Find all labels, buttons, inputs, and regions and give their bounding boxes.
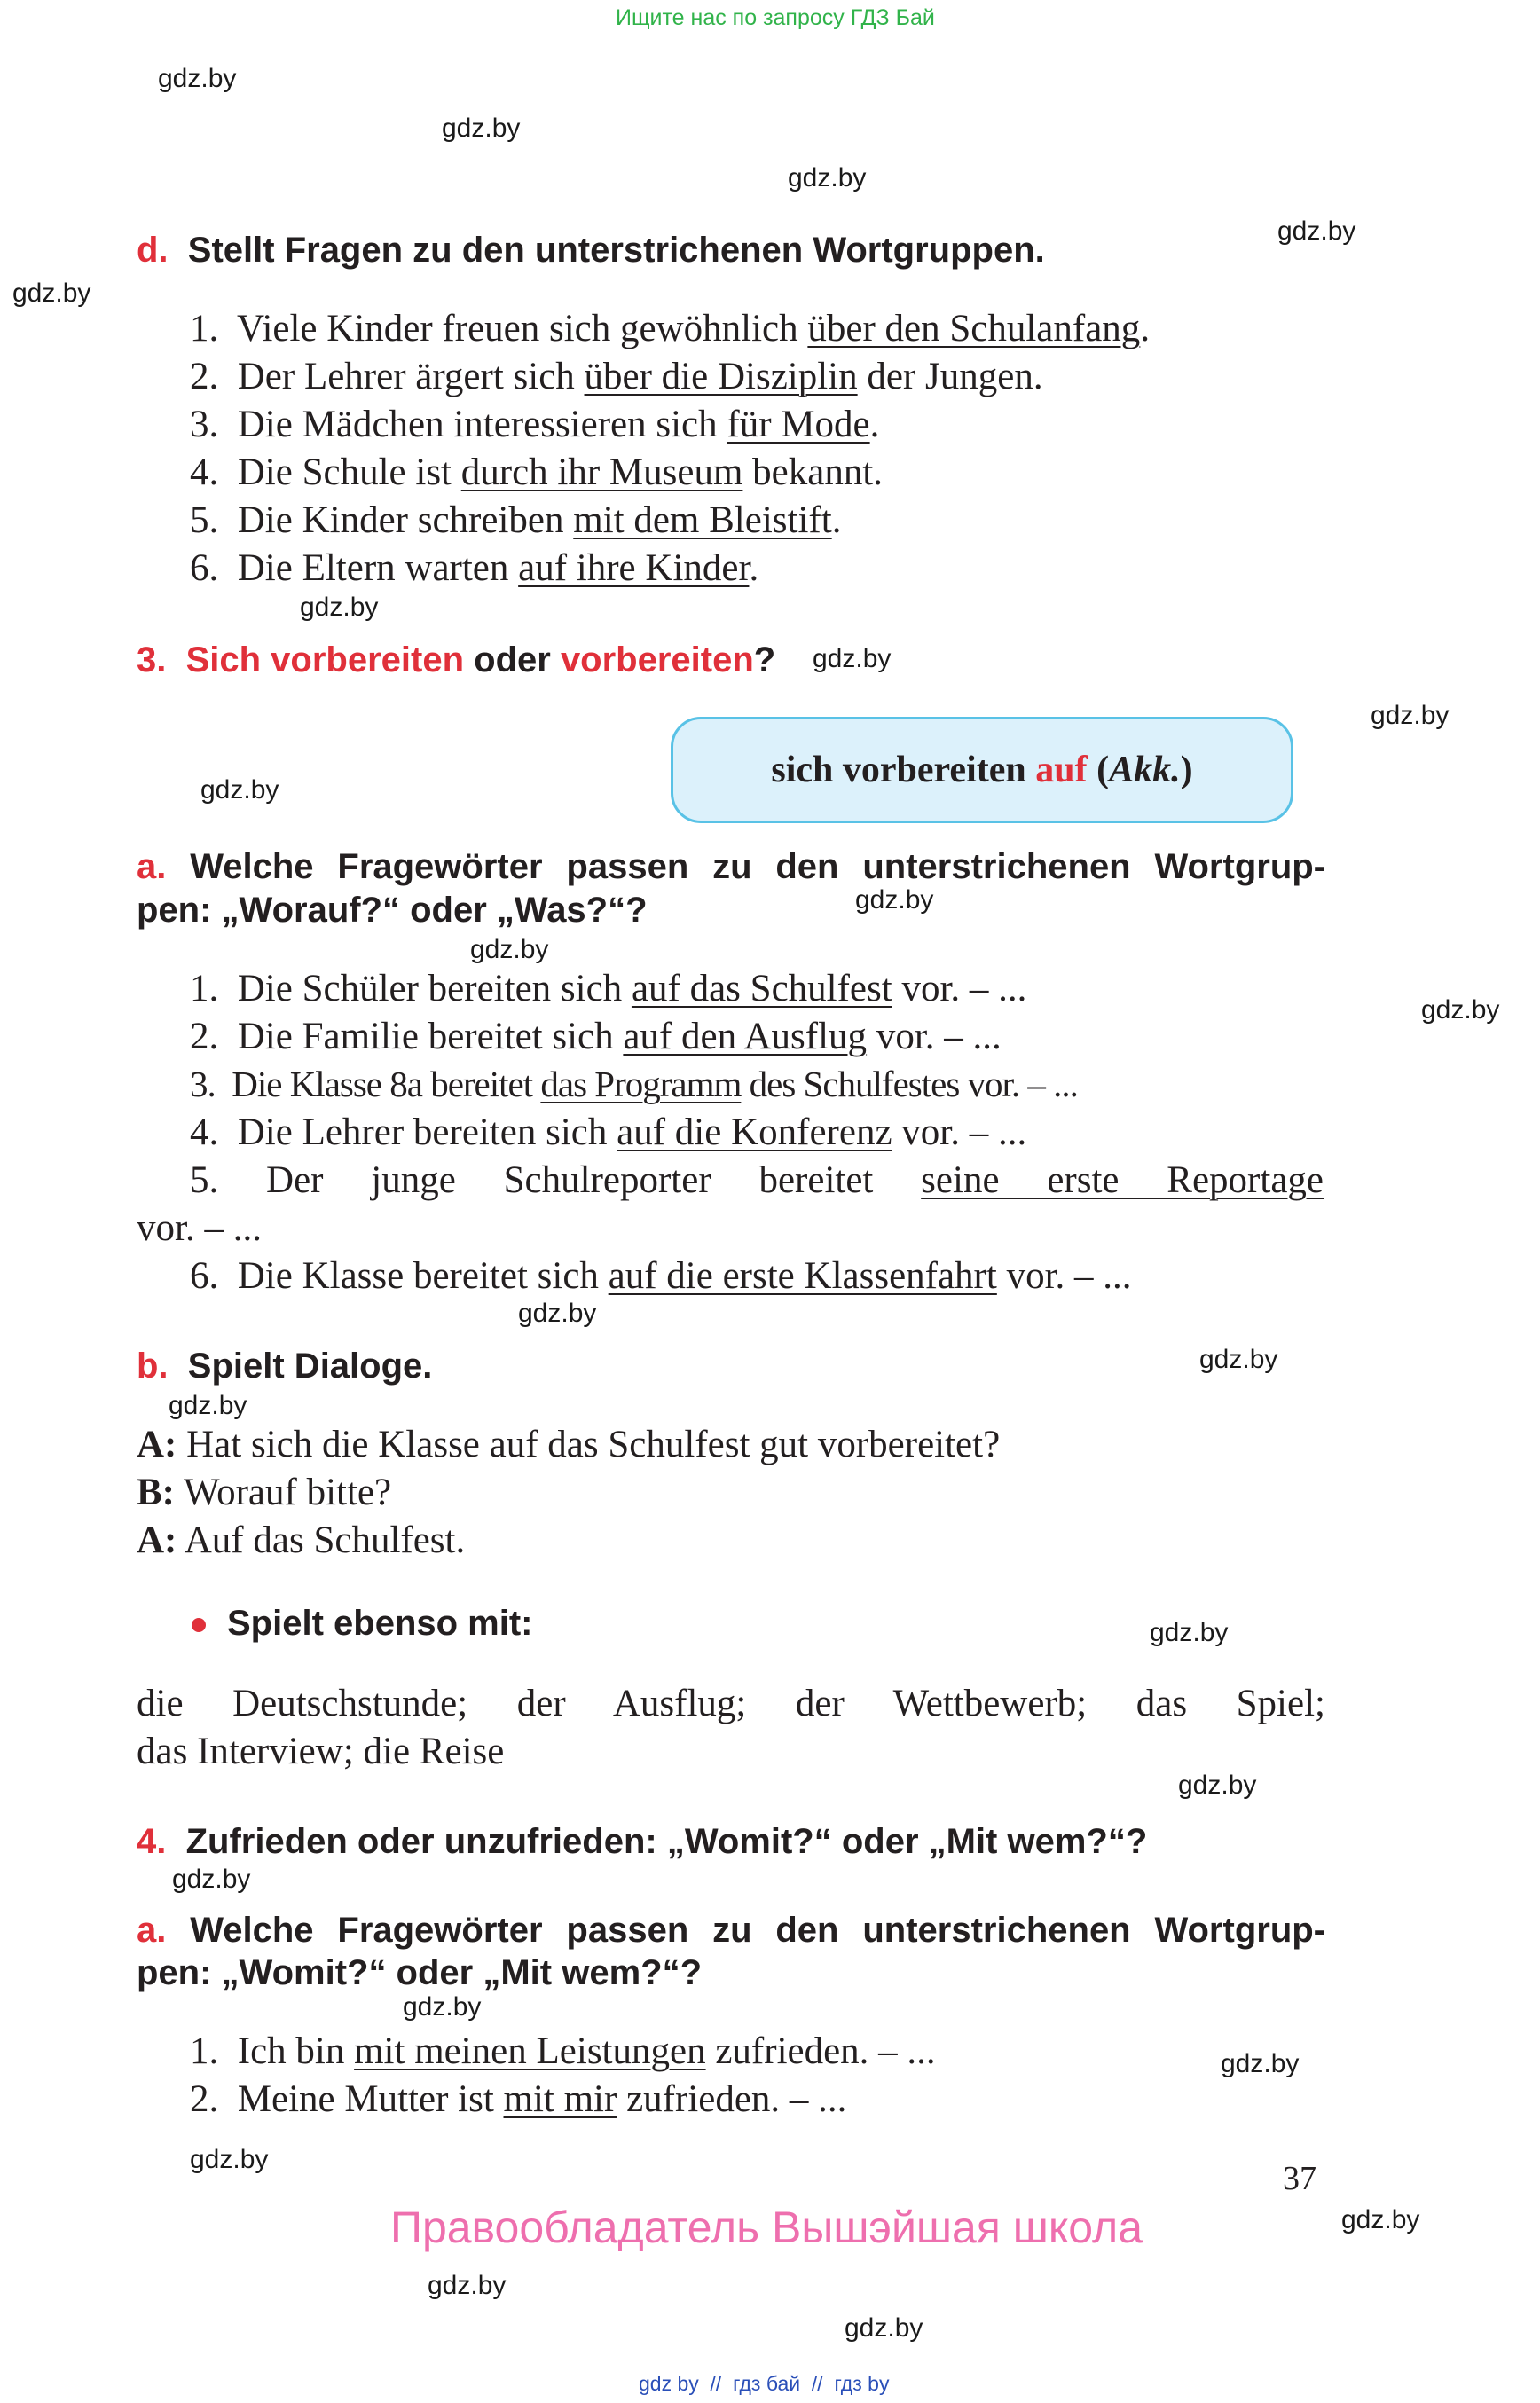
watermark: gdz.by <box>470 935 549 964</box>
list-item <box>190 967 1026 1010</box>
list-item <box>190 355 1043 398</box>
watermark: gdz.by <box>1277 216 1356 246</box>
watermark: gdz.by <box>190 2145 269 2174</box>
dialog-line <box>137 1519 465 1562</box>
section-d-heading <box>137 231 1045 271</box>
list-item <box>190 307 1150 350</box>
section-3b-heading <box>137 1347 432 1386</box>
watermark: gdz.by <box>1199 1345 1278 1374</box>
word-list-line: das Interview; die Reise <box>137 1731 505 1772</box>
section-title: Spielt Dialoge. <box>187 1347 433 1386</box>
underlined-phrase: mit mir <box>503 2078 617 2120</box>
list-item <box>190 1015 1002 1058</box>
page-number: 37 <box>1283 2160 1316 2197</box>
item-text: bekannt. <box>742 452 884 493</box>
top-search-note: Ищите нас по запросу ГДЗ Бай <box>616 5 935 30</box>
watermark: gdz.by <box>1221 2049 1300 2078</box>
watermark: gdz.by <box>813 644 892 673</box>
item-text: vor. – ... <box>892 1111 1027 1153</box>
item-text: Die Mädchen interessieren sich <box>237 404 727 445</box>
underlined-phrase: auf ihre Kinder <box>518 547 750 589</box>
item-text: . <box>831 499 842 541</box>
item-number: 1. <box>190 968 219 1009</box>
item-text: Die Familie bereitet sich <box>237 1016 624 1057</box>
item-text: der Jungen. <box>857 356 1043 397</box>
watermark: gdz.by <box>12 279 91 308</box>
underlined-phrase: seine erste Reportage <box>921 1159 1324 1201</box>
item-number: 5. <box>190 1159 219 1201</box>
list-item-continuation: vor. – ... <box>137 1207 262 1249</box>
list-item <box>190 2030 936 2073</box>
watermark: gdz.by <box>403 1992 482 2022</box>
dialog-line <box>137 1471 391 1514</box>
section-d-title: Stellt Fragen zu den unterstrichenen Wortgruppen. <box>187 231 1045 270</box>
rule-text: ( <box>1087 750 1110 790</box>
underlined-phrase: über die Disziplin <box>584 356 858 397</box>
rule-text: sich vorbereiten <box>771 750 1036 790</box>
watermark: gdz.by <box>1150 1618 1229 1647</box>
bullet-title: Spielt ebenso mit: <box>227 1604 533 1643</box>
watermark: gdz.by <box>855 885 934 915</box>
underlined-phrase: auf die Konferenz <box>617 1111 892 1153</box>
section-marker: a. <box>137 1911 167 1950</box>
section-marker: b. <box>137 1347 169 1386</box>
rule-case: Akk. <box>1109 750 1181 790</box>
copyright-notice: Правообладатель Вышэйшая школа <box>390 2203 1143 2252</box>
item-number: 1. <box>190 308 219 349</box>
watermark: gdz.by <box>428 2271 507 2300</box>
underlined-phrase: für Mode <box>727 404 870 445</box>
task-number: 3. <box>137 640 167 679</box>
section-d-marker: d. <box>137 231 169 270</box>
instruction-text: Welche Fragewörter passen zu den unterstrichenen Wortgrup- <box>190 847 1326 886</box>
bullet-icon <box>192 1618 206 1632</box>
highlight-verb: vorbereiten <box>560 640 754 679</box>
task-4-heading <box>137 1822 1147 1862</box>
item-text: Die Lehrer bereiten sich <box>237 1111 617 1153</box>
watermark: gdz.by <box>788 163 867 192</box>
item-text: Meine Mutter ist <box>237 2078 504 2120</box>
item-number: 2. <box>190 1016 219 1057</box>
item-text: . <box>749 547 759 589</box>
item-number: 6. <box>190 1255 219 1297</box>
watermark: gdz.by <box>1371 701 1450 730</box>
word-list-line: die Deutschstunde; der Ausflug; der Wettbewerb; das Spiel; <box>137 1683 1325 1724</box>
speaker-label: B: <box>137 1472 175 1513</box>
watermark: gdz.by <box>172 1865 251 1894</box>
watermark: gdz.by <box>169 1391 248 1420</box>
list-item <box>190 499 841 542</box>
section-marker: a. <box>137 847 167 886</box>
list-item <box>190 546 758 590</box>
list-item <box>190 1111 1026 1154</box>
item-text: . <box>869 404 880 445</box>
item-number: 1. <box>190 2030 219 2072</box>
item-number: 4. <box>190 1111 219 1153</box>
speaker-label: A: <box>137 1424 177 1465</box>
item-text: Die Eltern warten <box>237 547 519 589</box>
item-number: 3. <box>190 404 219 445</box>
item-text: Die Kinder schreiben <box>237 499 574 541</box>
watermark: gdz.by <box>1341 2205 1420 2234</box>
item-text: vor. – ... <box>867 1016 1002 1057</box>
watermark: gdz.by <box>200 775 279 805</box>
section-3a-line1 <box>137 847 1325 887</box>
underlined-phrase: über den Schulanfang <box>807 308 1141 349</box>
list-item <box>190 1158 1324 1202</box>
item-text: Der junge Schulreporter bereitet <box>266 1159 922 1201</box>
dialog-text: Hat sich die Klasse auf das Schulfest gut vorbereitet? <box>177 1424 1001 1465</box>
item-text: Der Lehrer ärgert sich <box>237 356 585 397</box>
item-number: 6. <box>190 547 219 589</box>
underlined-phrase: mit dem Bleistift <box>573 499 832 541</box>
underlined-phrase: auf den Ausflug <box>623 1016 868 1057</box>
watermark: gdz.by <box>1421 995 1500 1025</box>
list-item <box>190 1254 1132 1298</box>
list-item <box>190 451 883 494</box>
dialog-text: Worauf bitte? <box>175 1472 392 1513</box>
task-3-heading <box>137 640 775 680</box>
item-text: Viele Kinder freuen sich gewöhnlich <box>236 308 808 349</box>
item-text: Ich bin <box>237 2030 355 2072</box>
item-number: 4. <box>190 452 219 493</box>
underlined-phrase: das Programm <box>540 1064 742 1104</box>
watermark: gdz.by <box>442 114 521 143</box>
item-text: Die Schüler bereiten sich <box>237 968 632 1009</box>
heading-text: Zufrieden oder unzufrieden: „Womit?“ oder „Mit wem?“? <box>185 1822 1148 1861</box>
item-number: 5. <box>190 499 219 541</box>
rule-text: ) <box>1180 750 1193 790</box>
section-4a-line1 <box>137 1911 1325 1951</box>
item-text: vor. – ... <box>996 1255 1132 1297</box>
heading-text: ? <box>753 640 776 679</box>
item-text: Die Schule ist <box>237 452 461 493</box>
list-item <box>190 1063 1078 1105</box>
list-item <box>190 403 879 446</box>
speaker-label: A: <box>137 1520 177 1561</box>
watermark: gdz.by <box>845 2313 923 2343</box>
item-text: des Schulfestes vor. – ... <box>741 1064 1078 1104</box>
grammar-rule-text <box>671 717 1293 823</box>
underlined-phrase: durch ihr Museum <box>460 452 743 493</box>
underlined-phrase: auf die erste Klassenfahrt <box>608 1255 997 1297</box>
watermark: gdz.by <box>518 1299 597 1328</box>
dialog-text: Auf das Schulfest. <box>177 1520 466 1561</box>
section-3a-line2: pen: „Worauf?“ oder „Was?“? <box>137 891 648 930</box>
underlined-phrase: mit meinen Leistungen <box>354 2030 706 2072</box>
dialog-line <box>137 1423 1000 1466</box>
heading-text: oder <box>464 640 561 679</box>
watermark: gdz.by <box>1178 1771 1257 1800</box>
item-text: zufrieden. – ... <box>705 2030 936 2072</box>
item-text: . <box>1140 308 1151 349</box>
rule-preposition: auf <box>1035 750 1088 790</box>
task-number: 4. <box>137 1822 167 1861</box>
item-number: 2. <box>190 356 219 397</box>
watermark: gdz.by <box>158 64 237 93</box>
underlined-phrase: auf das Schulfest <box>631 968 892 1009</box>
list-item <box>190 2077 846 2121</box>
item-text: vor. – ... <box>892 968 1027 1009</box>
watermark: gdz.by <box>300 593 379 622</box>
bottom-links-note: gdz by // гдз бай // гдз by <box>639 2372 890 2395</box>
item-number: 2. <box>190 2078 219 2120</box>
item-text: Die Klasse 8a bereitet <box>232 1064 541 1104</box>
item-text: Die Klasse bereitet sich <box>237 1255 609 1297</box>
item-text: zufrieden. – ... <box>617 2078 847 2120</box>
section-4a-line2: pen: „Womit?“ oder „Mit wem?“? <box>137 1953 703 1992</box>
instruction-text: Welche Fragewörter passen zu den unterstrichenen Wortgrup- <box>190 1911 1326 1950</box>
item-number: 3. <box>190 1064 216 1104</box>
highlight-verb: Sich vorbereiten <box>185 640 465 679</box>
